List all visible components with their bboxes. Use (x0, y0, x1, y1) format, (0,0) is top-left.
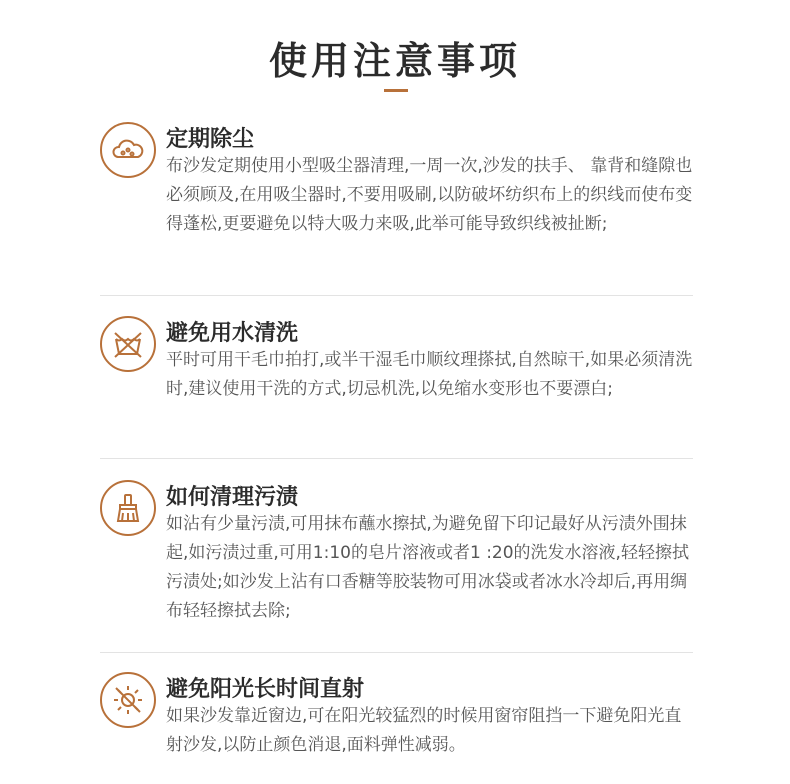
section-title: 定期除尘 (166, 127, 255, 152)
section-body: 如沾有少量污渍,可用抹布蘸水擦拭,为避免留下印记最好从污渍外围抹起,如污渍过重,可用1:10的皂片溶液或者1 :20的洗发水溶液,轻轻擦拭污渍处;如沙发上沾有口香糖等胶装物可用冰袋或者冰水冷却后,再用绸布轻轻擦拭去除; (166, 514, 689, 621)
title-underline (384, 89, 408, 92)
section-title: 避免用水清洗 (166, 321, 299, 346)
brush-icon (100, 480, 156, 536)
divider (100, 652, 693, 653)
cloud-dust-icon (100, 122, 156, 178)
section-body: 如果沙发靠近窗边,可在阳光较猛烈的时候用窗帘阻挡一下避免阳光直射沙发,以防止颜色消退,面料弹性减弱。 (166, 706, 682, 755)
page-title: 使用注意事项 (268, 39, 521, 83)
section-body: 平时可用干毛巾拍打,或半干湿毛巾顺纹理搽拭,自然晾干,如果必须清洗时,建议使用干洗的方式,切忌机洗,以免缩水变形也不要漂白; (166, 350, 693, 399)
no-sunlight-icon (100, 672, 156, 728)
section-body: 布沙发定期使用小型吸尘器清理,一周一次,沙发的扶手、 靠背和缝隙也必须顾及,在用吸尘器时,不要用吸刷,以防破坏纺织布上的织线而使布变得蓬松,更要避免以特大吸力来吸,此举可能导致织线被扯断; (166, 156, 693, 234)
no-washing-icon (100, 316, 156, 372)
divider (100, 458, 693, 459)
divider (100, 295, 693, 296)
section-title: 避免阳光长时间直射 (166, 677, 365, 702)
section-title: 如何清理污渍 (166, 485, 299, 510)
